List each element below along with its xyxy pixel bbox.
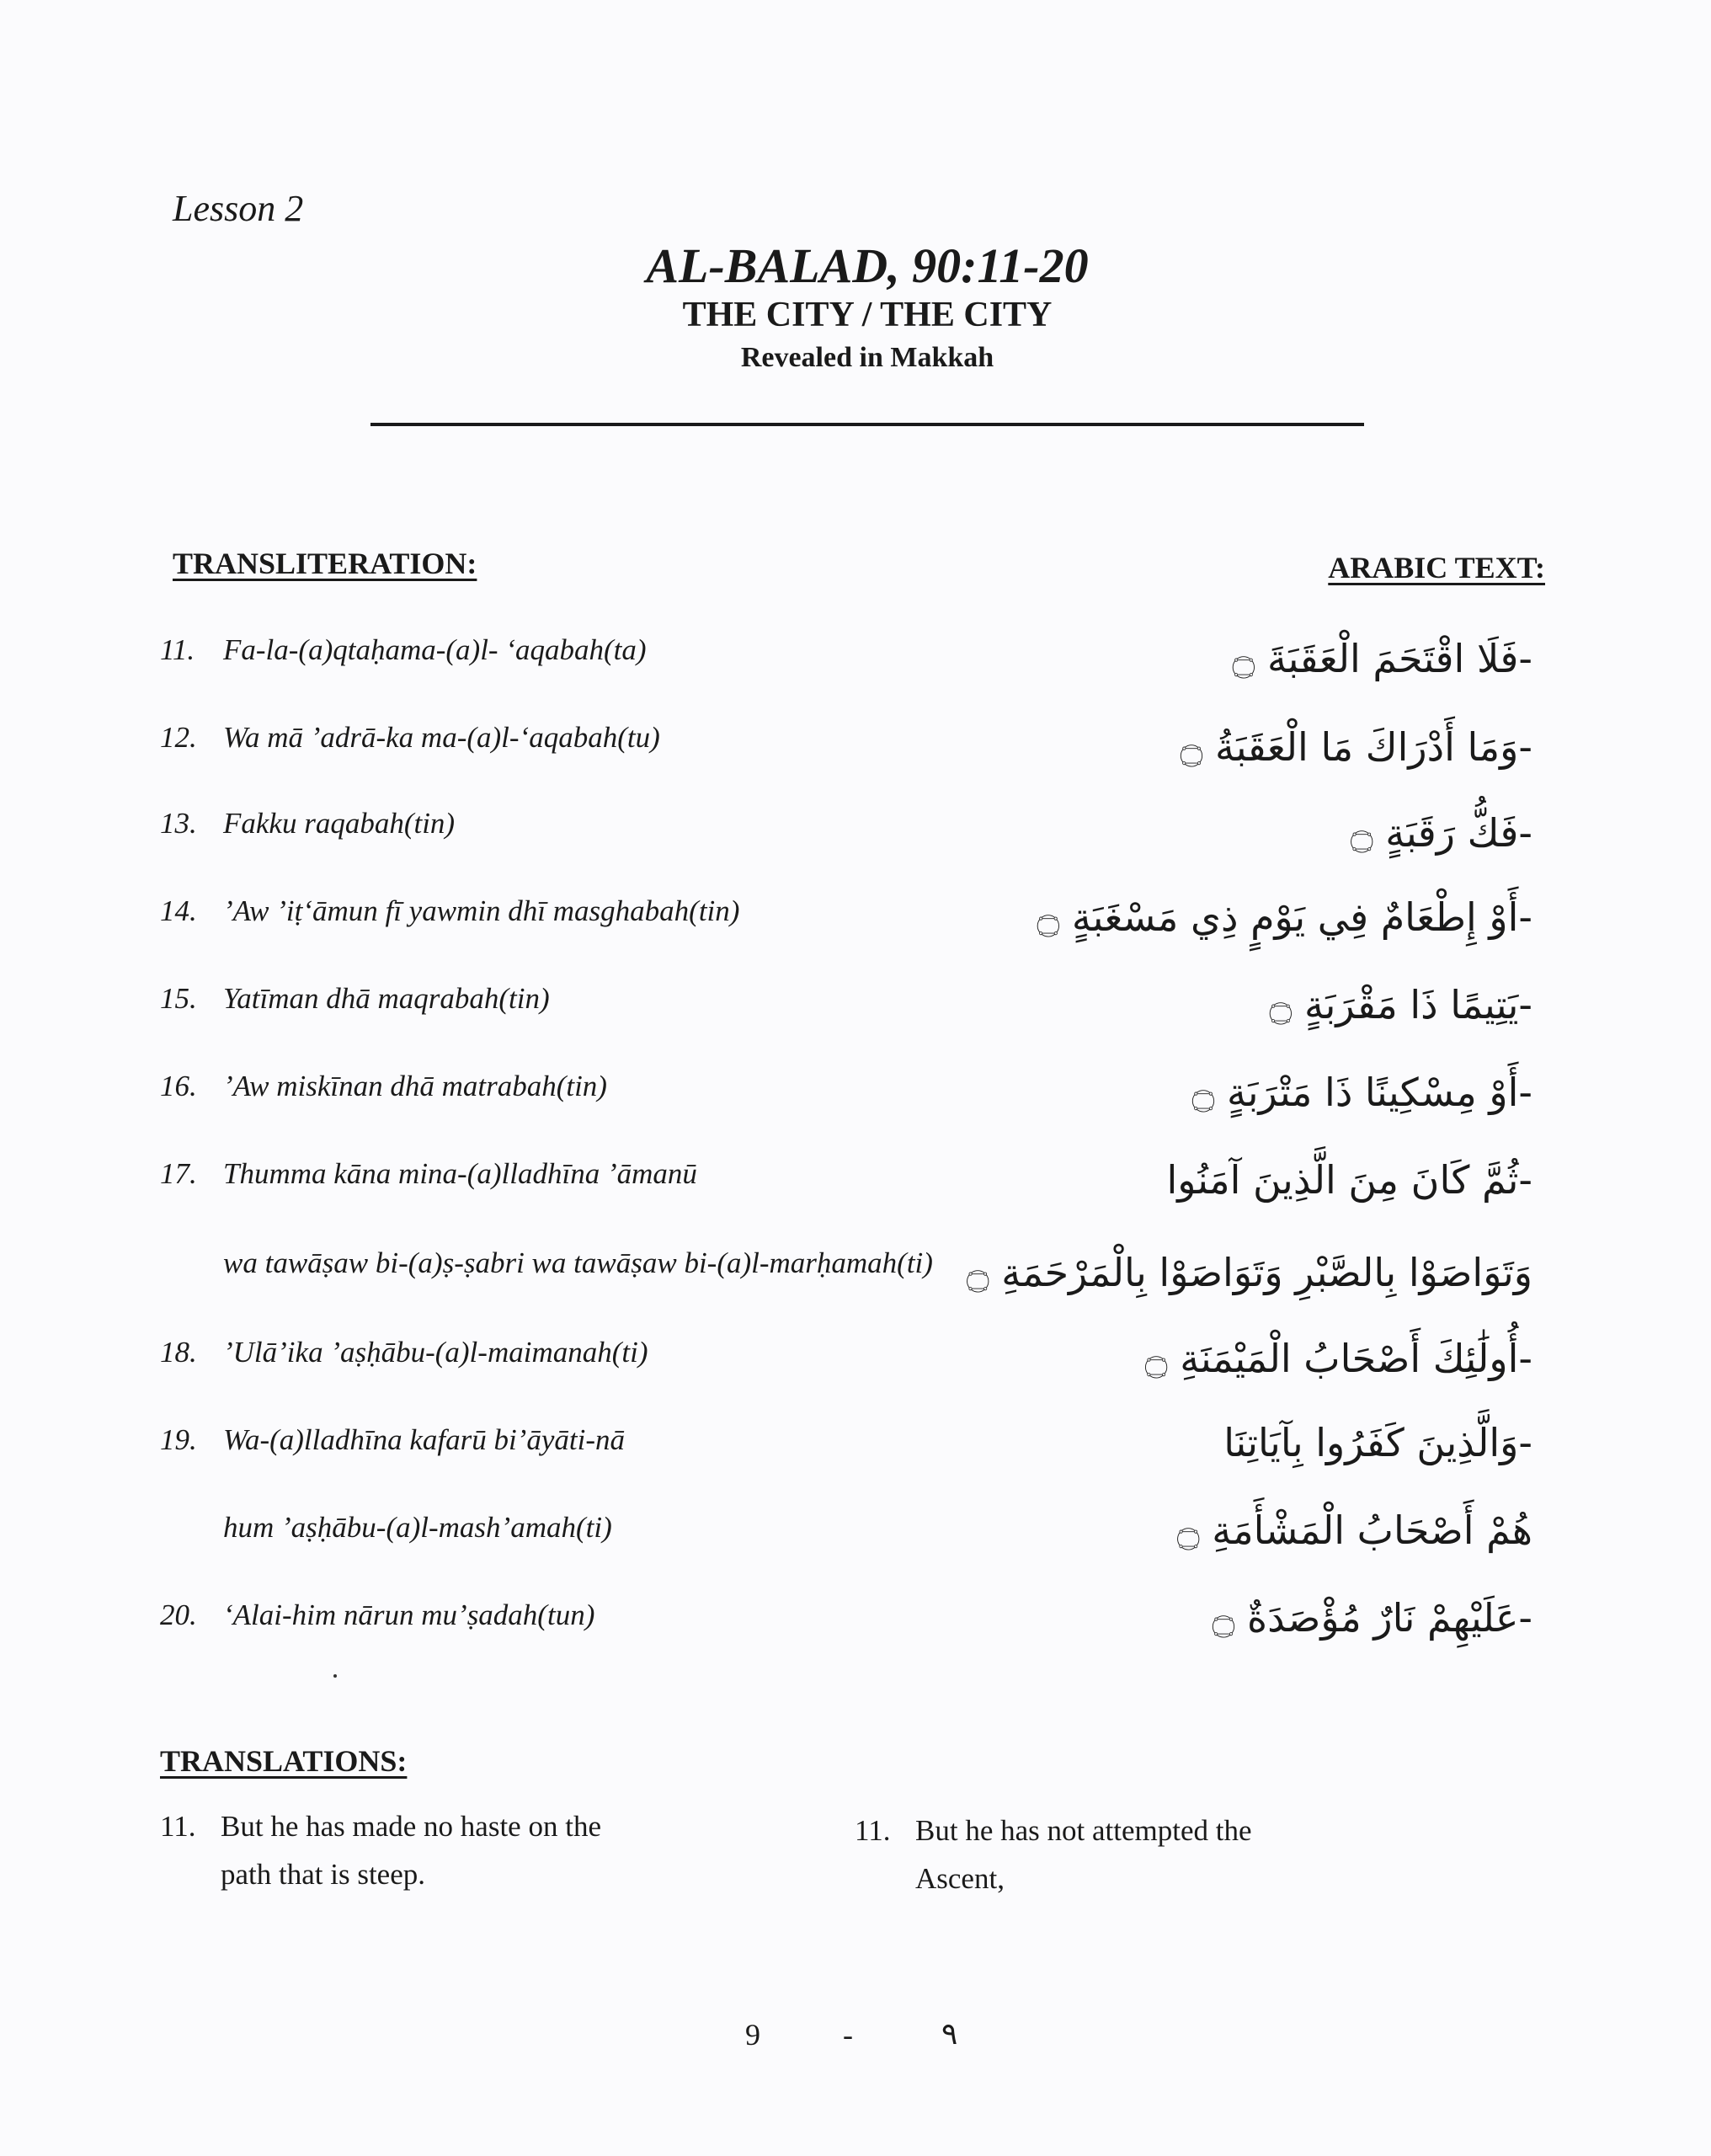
verse-transliteration: Thumma kāna mina-(a)lladhīna ’āmanū <box>223 1157 697 1190</box>
translation-number: 11. <box>855 1814 891 1847</box>
revelation-place: Revealed in Makkah <box>740 342 994 373</box>
verse-arabic: -أُولَٰئِكَ أَصْحَابُ الْمَيْمَنَةِ ۝ <box>1144 1336 1532 1381</box>
verse-row-transliteration <box>160 633 647 667</box>
verse-arabic: -وَمَا أَدْرَاكَ مَا الْعَقَبَةُ ۝ <box>1180 724 1532 770</box>
verse-row-transliteration <box>160 1423 625 1457</box>
verse-transliteration: ‘Alai-him nārun mu’ṣadah(tun) <box>223 1598 595 1631</box>
verse-arabic: -وَالَّذِينَ كَفَرُوا بِآيَاتِنَا <box>1223 1420 1532 1465</box>
page-number: 9 <box>745 2018 760 2052</box>
verse-row-transliteration <box>160 982 550 1016</box>
verse-transliteration: Yatīman dhā maqrabah(tin) <box>223 982 550 1015</box>
translation-line: Ascent, <box>915 1862 1005 1895</box>
verse-arabic: -فَلَا اقْتَحَمَ الْعَقَبَةَ ۝ <box>1232 636 1532 681</box>
page-number-separator: - <box>843 2018 853 2052</box>
verse-transliteration: Fakku raqabah(tin) <box>223 807 456 840</box>
verse-arabic: -أَوْ إِطْعَامٌ فِي يَوْمٍ ذِي مَسْغَبَةٍ ۝ <box>1037 894 1532 940</box>
verse-row-transliteration <box>160 1598 594 1632</box>
transliteration-heading: TRANSLITERATION: <box>173 547 477 580</box>
verse-transliteration: Wa-(a)lladhīna kafarū bi’āyāti-nā <box>223 1423 625 1456</box>
verse-number: 11. <box>160 633 195 666</box>
verse-transliteration: ’Aw ’iṭ‘āmun fī yawmin dhī masghabah(tin) <box>223 894 740 927</box>
verse-row-transliteration <box>223 1246 933 1280</box>
translations-heading: TRANSLATIONS: <box>160 1744 408 1778</box>
title-divider <box>370 423 1364 426</box>
verse-number: 18. <box>160 1336 197 1369</box>
verse-number: 17. <box>160 1157 197 1190</box>
verse-arabic: -ثُمَّ كَانَ مِنَ الَّذِينَ آمَنُوا <box>1166 1157 1532 1203</box>
verse-transliteration: ’Ulā’ika ’aṣḥābu-(a)l-maimanah(ti) <box>223 1336 648 1369</box>
surah-subtitle: THE CITY / THE CITY <box>682 296 1053 334</box>
verse-number: 14. <box>160 894 197 927</box>
verse-arabic: هُمْ أَصْحَابُ الْمَشْأَمَةِ ۝ <box>1176 1508 1532 1553</box>
verse-row-transliteration <box>160 1336 648 1369</box>
verse-number: 19. <box>160 1423 197 1456</box>
verse-arabic: -يَتِيمًا ذَا مَقْرَبَةٍ ۝ <box>1269 982 1532 1027</box>
verse-number: 12. <box>160 721 197 754</box>
verse-row-transliteration <box>223 1511 612 1545</box>
translation-right <box>855 1806 1252 1903</box>
verse-arabic: -أَوْ مِسْكِينًا ذَا مَتْرَبَةٍ ۝ <box>1191 1070 1532 1115</box>
verse-arabic: وَتَوَاصَوْا بِالصَّبْرِ وَتَوَاصَوْا بِالْمَرْحَمَةِ ۝ <box>966 1250 1532 1295</box>
translation-line: But he has made no haste on the <box>221 1810 601 1843</box>
verse-row-transliteration <box>160 1070 607 1103</box>
stray-dot <box>333 1674 337 1678</box>
lesson-label: Lesson 2 <box>173 188 304 229</box>
verse-transliteration: wa tawāṣaw bi-(a)ṣ-ṣabri wa tawāṣaw bi-(a)l-marḥamah(ti) <box>223 1246 933 1279</box>
verse-row-transliteration <box>160 1157 697 1191</box>
verse-number: 16. <box>160 1070 197 1102</box>
arabic-heading: ARABIC TEXT: <box>1328 551 1545 584</box>
verse-transliteration: Wa mā ’adrā-ka ma-(a)l-‘aqabah(tu) <box>223 721 660 754</box>
page-number-arabic: ٩ <box>941 2017 958 2052</box>
verse-transliteration: hum ’aṣḥābu-(a)l-mash’amah(ti) <box>223 1511 612 1544</box>
verse-row-transliteration <box>160 721 660 755</box>
translation-line: But he has not attempted the <box>915 1814 1252 1847</box>
translation-left <box>160 1802 601 1898</box>
verse-transliteration: ’Aw miskīnan dhā matrabah(tin) <box>223 1070 607 1102</box>
translation-line: path that is steep. <box>221 1858 426 1891</box>
verse-row-transliteration <box>160 894 739 928</box>
verse-arabic: -عَلَيْهِمْ نَارٌ مُؤْصَدَةٌ ۝ <box>1212 1595 1532 1641</box>
verse-number: 20. <box>160 1598 197 1631</box>
verse-arabic: -فَكُّ رَقَبَةٍ ۝ <box>1350 810 1532 856</box>
verse-number: 15. <box>160 982 197 1015</box>
surah-title: AL-BALAD, 90:11-20 <box>646 238 1089 293</box>
translation-number: 11. <box>160 1810 196 1843</box>
verse-row-transliteration <box>160 807 455 841</box>
verse-transliteration: Fa-la-(a)qtaḥama-(a)l- ‘aqabah(ta) <box>223 633 647 666</box>
verse-number: 13. <box>160 807 197 840</box>
